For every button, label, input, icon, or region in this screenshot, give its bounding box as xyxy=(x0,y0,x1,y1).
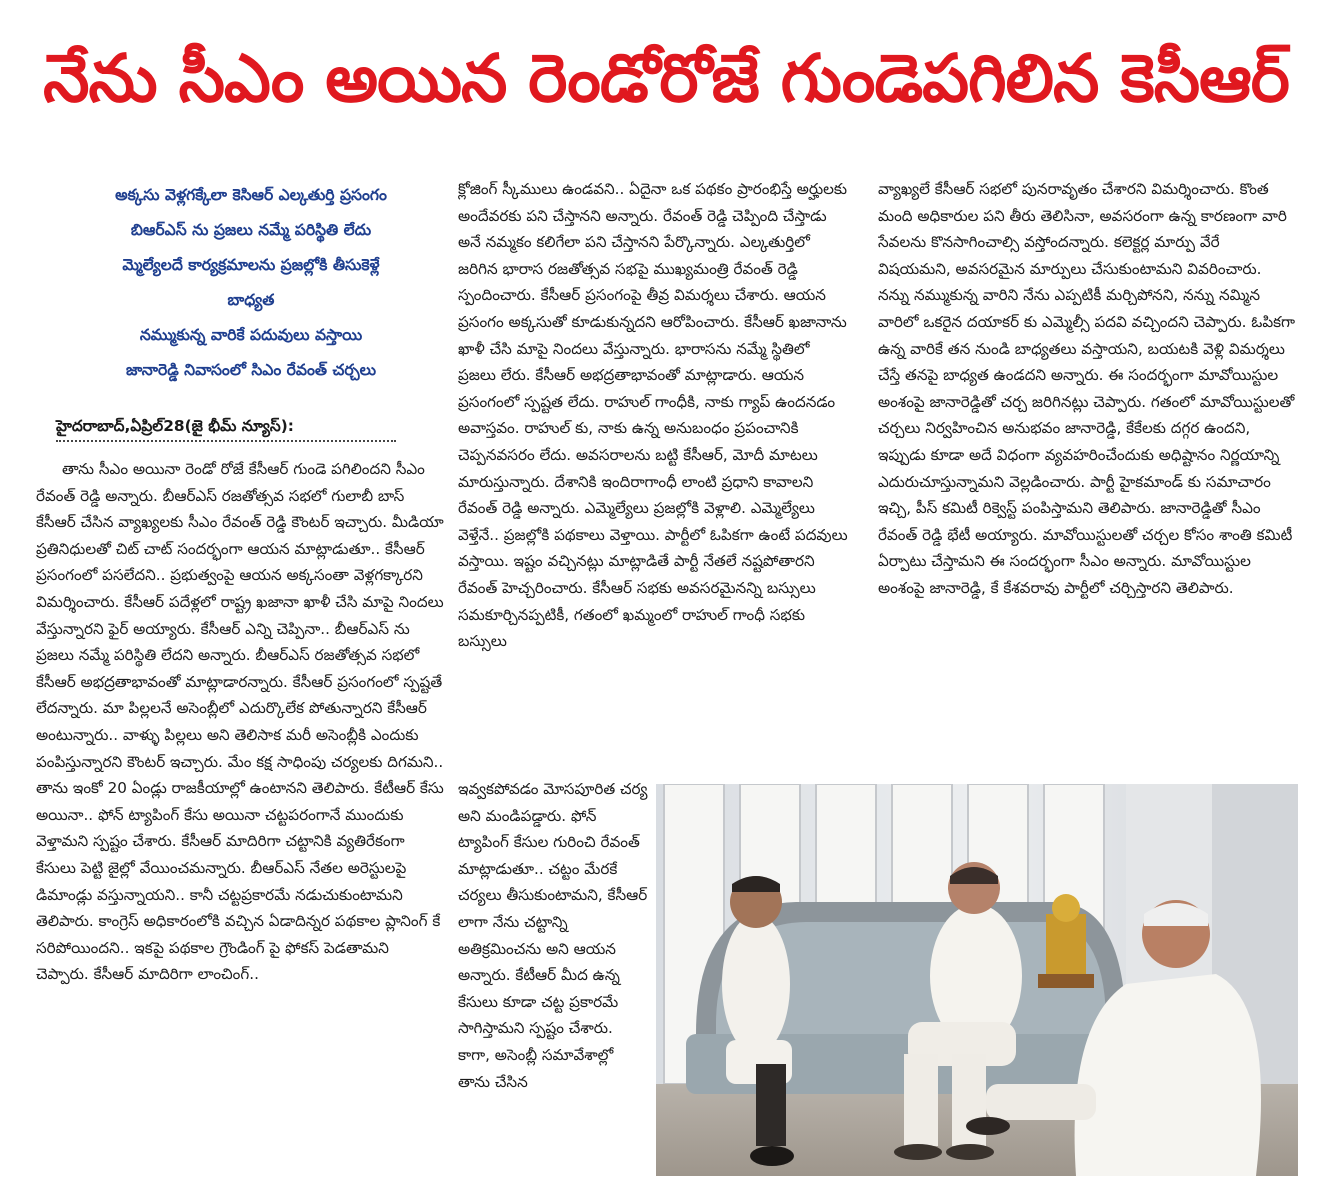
article-column-3 xyxy=(878,176,1296,776)
subheading-4: బాధ్యత xyxy=(227,291,275,309)
news-photo xyxy=(656,784,1298,1176)
article-column-2 xyxy=(458,176,852,776)
article-column-2-continued xyxy=(458,776,648,1188)
article-column-1 xyxy=(36,456,446,1188)
headline: నేను సీఎం అయిన రెండోరోజే గుండెపగిలిన కెసీఆర్ xyxy=(43,40,1289,117)
column-1-text: తాను సీఎం అయినా రెండో రోజే కేసీఆర్ గుండె పగిలిందని సీఎం రేవంత్ రెడ్డి అన్నారు. బీఆర్ఎస్ రజతోత్సవ సభలో గులాబీ బాస్ కేసీఆర్ చేసిన వ్యాఖ్యలకు సీఎం రేవంత్ రెడ్డి కౌంటర్ ఇచ్చారు. మీడియా ప్రతినిధులతో చిట్ చాట్ సందర్భంగా ఆయన మాట్లాడుతూ.. కేసీఆర్ ప్రసంగంలో పసలేదని.. ప్రభుత్వంపై ఆయన అక్కసంతా వెళ్లగక్కారని విమర్శించారు. కేసీఆర్ పదేళ్లలో రాష్ట్ర ఖజానా ఖాళీ చేసి మాపై నిందలు వేస్తున్నారని ఫైర్ అయ్యారు. కేసీఆర్ ఎన్ని చెప్పినా.. బీఆర్ఎస్ ను ప్రజలు నమ్మే పరిస్థితి లేదని అన్నారు. బీఆర్ఎస్ రజతోత్సవ సభలో కేసీఆర్ అభద్రతాభావంతో మాట్లాడారన్నారు. కేసీఆర్ ప్రసంగంలో స్పష్టతే లేదన్నారు. మా పిల్లలనే అసెంబ్లీలో ఎదుర్కొలేక పోతున్నారని కేసీఆర్ అంటున్నారు.. వాళ్ళు పిల్లలు అని తెలిసాక మరీ అసెంబ్లీకి ఎందుకు పంపిస్తున్నారని కౌంటర్ ఇచ్చారు. మేం కక్ష సాధింపు చర్యలకు దిగమని.. తాను ఇంకో 20 ఏండ్లు రాజకీయాల్లో ఉంటానని తెలిపారు. కేటీఆర్ కేసు అయినా.. ఫోన్ ట్యాపింగ్ కేసు అయినా చట్టపరంగానే ముందుకు వెళ్తామని స్పష్టం చేశారు. కేసీఆర్ మాదిరిగా చట్టానికి వ్యతిరేకంగా కేసులు పెట్టి జైల్లో వేయించమన్నారు. బీఆర్ఎస్ నేతల అరెస్టులపై డిమాండ్లు వస్తున్నాయని.. కానీ చట్టప్రకారమే నడుచుకుంటామని తెలిపారు. కాంగ్రెస్ అధికారంలోకి వచ్చిన ఏడాదిన్నర పథకాల ప్లానింగ్ కే సరిపోయిందని.. ఇకపై పథకాల గ్రౌండింగ్ పై ఫోకస్ పెడతామని చెప్పారు. కేసీఆర్ మాదిరిగా లాంచింగ్.. xyxy=(36,460,444,984)
subheading-2: బిఆర్ఎస్ ను ప్రజలు నమ్మే పరిస్థితి లేదు xyxy=(130,221,372,239)
subheading-6: జానారెడ్డి నివాసంలో సిఎం రేవంత్ చర్చలు xyxy=(125,361,377,379)
subheading-5: నమ్ముకున్న వారికే పదువులు వస్తాయి xyxy=(139,326,363,344)
dateline: హైదరాబాద్,ఏప్రిల్28(జై భీమ్ న్యూస్): xyxy=(56,412,396,442)
column-3-text: వ్యాఖ్యలే కేసీఆర్ సభలో పునరావృతం చేశారని విమర్శించారు. కొంత మంది అధికారుల పని తీరు తెలిసినా, అవసరంగా ఉన్న కారణంగా వారి సేవలను కొనసాగించాల్సి వస్తోందన్నారు. కలెక్టర్ల మార్పు వేరే విషయమని, అవసరమైన మార్పులు చేసుకుంటామని వివరించారు. నన్ను నమ్ముకున్న వారిని నేను ఎప్పటికీ మర్చిపోనని, నన్ను నమ్మిన వారిలో ఒకరైన దయాకర్ కు ఎమ్మెల్సీ పదవి వచ్చిందని చెప్పారు. ఓపికగా ఉన్న వారికే తన నుండి బాధ్యతలు వస్తాయని, బయటకి వెళ్లి విమర్శలు చేస్తే తనపై బాధ్యత ఉండదని అన్నారు. ఈ సందర్భంగా మావోయిస్టుల అంశంపై జానారెడ్డితో చర్చ జరిగినట్లు చెప్పారు. గతంలో మావోయిస్టులతో చర్చలు నిర్వహించిన అనుభవం జానారెడ్డి, కేకేలకు దగ్గర ఉందని, ఇప్పుడు కూడా అదే విధంగా వ్యవహరించేందుకు అధిష్టానం నిర్ణయాన్ని ఎదురుచూస్తున్నామని వెల్లడించారు. పార్టీ హైకమాండ్ కు సమాచారం ఇచ్చి, పీస్ కమిటీ రిక్వెస్ట్ పంపిస్తామని తెలిపారు. జానారెడ్డితో సీఎం రేవంత్ రెడ్డి భేటీ అయ్యారు. మావోయిస్టులతో చర్చల కోసం శాంతి కమిటీ ఏర్పాటు చేస్తామని ఈ సందర్భంగా సీఎం అన్నారు. మావోయిస్టుల అంశంపై జానారెడ్డి, కే కేశవరావు పార్టీలో చర్చిస్తారని తెలిపారు. xyxy=(878,180,1296,597)
column-2-text: క్లోజింగ్ స్కీములు ఉండవని.. ఏదైనా ఒక పథకం ప్రారంభిస్తే అర్హులకు అందేవరకు పని చేస్తానని అన్నారు. రేవంత్ రెడ్డి చెప్పింది చేస్తాడు అనే నమ్మకం కలిగేలా పని చేస్తానని పేర్కొన్నారు. ఎల్కతుర్తిలో జరిగిన భారాస రజతోత్సవ సభపై ముఖ్యమంత్రి రేవంత్ రెడ్డి స్పందించారు. కేసీఆర్ ప్రసంగంపై తీవ్ర విమర్శలు చేశారు. ఆయన ప్రసంగం అక్కసుతో కూడుకున్నదని ఆరోపించారు. కేసీఆర్ ఖజానాను ఖాళీ చేసి మాపై నిందలు వేస్తున్నారు. భారాసను నమ్మే స్థితిలో ప్రజలు లేరు. కేసీఆర్ అభద్రతాభావంతో మాట్లాడారు. ఆయన ప్రసంగంలో స్పష్టత లేదు. రాహుల్ గాంధీకి, నాకు గ్యాప్ ఉందనడం అవాస్తవం. రాహుల్ కు, నాకు ఉన్న అనుబంధం ప్రపంచానికి చెప్పనవసరం లేదు. అవసరాలను బట్టి కేసీఆర్, మోదీ మాటలు మారుస్తున్నారు. దేశానికి ఇందిరాగాంధీ లాంటి ప్రధాని కావాలని రేవంత్ రెడ్డి అన్నారు. ఎమ్మెల్యేలు ప్రజల్లోకి వెళ్లాలి. ఎమ్మెల్యేలు వెళ్తేనే.. ప్రజల్లోకి పథకాలు వెళ్తాయి. పార్టీలో ఓపికగా ఉంటే పదవులు వస్తాయి. ఇష్టం వచ్చినట్లు మాట్లాడితే పార్టీ నేతలే నష్టపోతారని రేవంత్ హెచ్చరించారు. కేసీఆర్ సభకు అవసరమైనన్ని బస్సులు సమకూర్చినప్పటికీ, గతంలో ఖమ్మంలో రాహుల్ గాంధీ సభకు బస్సులు xyxy=(458,180,848,651)
column-2-continued-text: ఇవ్వకపోవడం మోసపూరిత చర్య అని మండిపడ్డారు. ఫోన్ ట్యాపింగ్ కేసుల గురించి రేవంత్ మాట్లాడుతూ.. చట్టం మేరకే చర్యలు తీసుకుంటామని, కేసీఆర్ లాగా నేను చట్టాన్ని అతిక్రమించను అని ఆయన అన్నారు. కేటీఆర్ మీద ఉన్న కేసులు కూడా చట్ట ప్రకారమే సాగిస్తామని స్పష్టం చేశారు. కాగా, అసెంబ్లీ సమావేశాల్లో తాను చేసిన xyxy=(458,780,648,1091)
subheadings xyxy=(56,178,446,388)
meeting-photo-illustration xyxy=(656,784,1298,1176)
subheading-3: మ్మెల్యేలదే కార్యక్రమాలను ప్రజల్లోకి తీసుకెళ్లే xyxy=(122,256,380,274)
subheading-1: అక్కసు వెళ్లగక్కేలా కెసిఆర్ ఎల్కతుర్తి ప్రసంగం xyxy=(115,186,387,204)
